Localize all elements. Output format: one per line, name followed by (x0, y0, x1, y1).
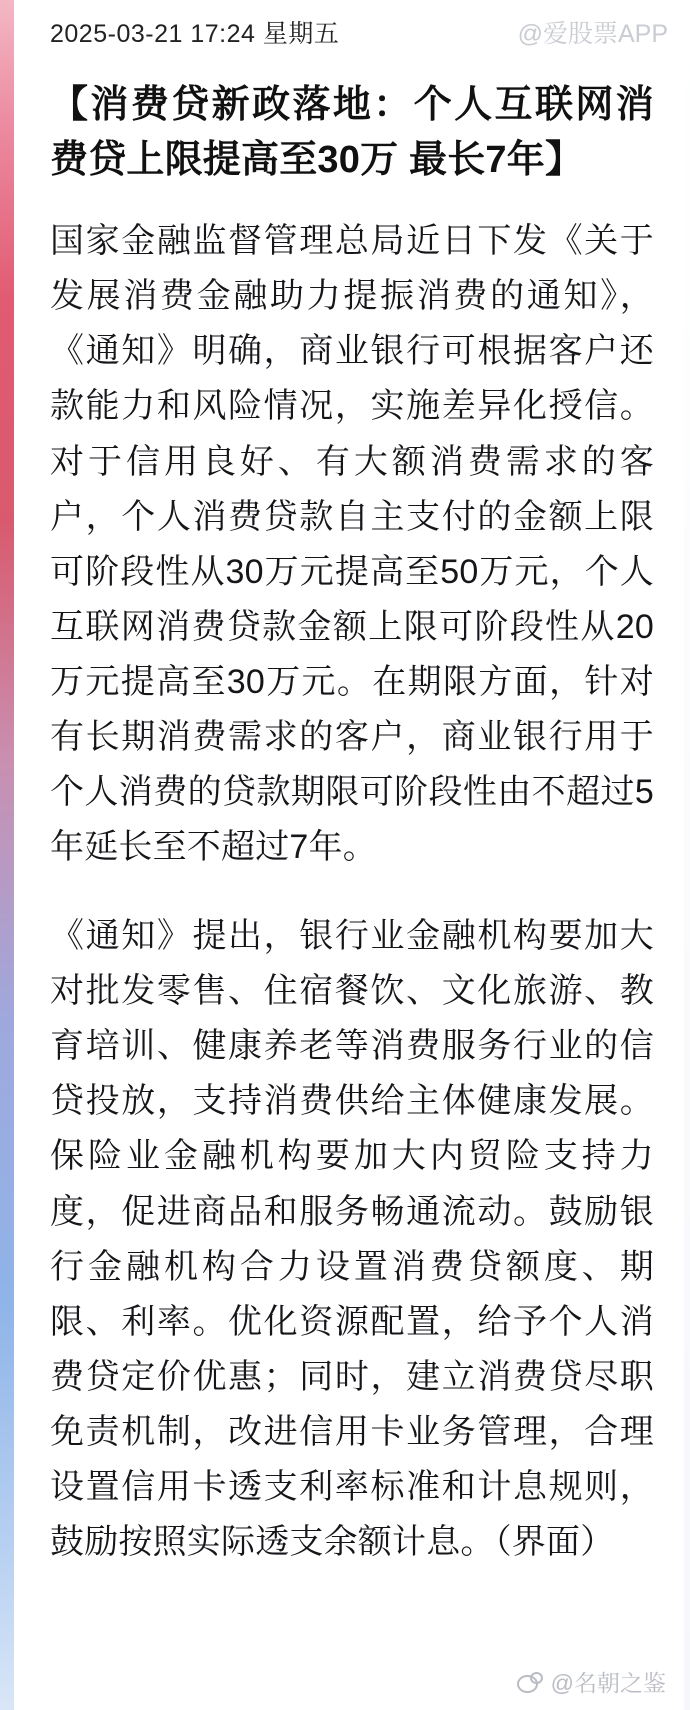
weibo-eye-icon (517, 1672, 543, 1692)
timestamp: 2025-03-21 17:24 星期五 (50, 20, 340, 48)
article-paragraph: 国家金融监督管理总局近日下发《关于发展消费金融助力提振消费的通知》，《通知》明确，商业银行可根据客户还款能力和风险情况，实施差异化授信。对于信用良好、有大额消费需求的客户，个人消费贷款自主支付的金额上限可阶段性从30万元提高至50万元，个人互联网消费贷款金额上限可阶段性从20万元提高至30万元。在期限方面，针对有长期消费需求的客户，商业银行用于个人消费的贷款期限可阶段性由不超过5年延长至不超过7年。 (50, 222, 654, 867)
article-content (14, 64, 684, 1710)
footer-watermark-label: @名朝之鉴 (550, 1670, 666, 1696)
app-watermark: @爱股票APP (517, 20, 668, 48)
page-header (14, 0, 690, 64)
footer-watermark (517, 1665, 666, 1698)
decorative-left-edge-strip (0, 0, 14, 1710)
article-paragraph: 《通知》提出，银行业金融机构要加大对批发零售、住宿餐饮、文化旅游、教育培训、健康养老等消费服务行业的信贷投放，支持消费供给主体健康发展。保险业金融机构要加大内贸险支持力度，促进商品和服务畅通流动。鼓励银行金融机构合力设置消费贷额度、期限、利率。优化资源配置，给予个人消费贷定价优惠；同时，建立消费贷尽职免责机制，改进信用卡业务管理，合理设置信用卡透支利率标准和计息规则，鼓励按照实际透支余额计息。（界面） (50, 917, 654, 1561)
page-title: 【消费贷新政落地：个人互联网消费贷上限提高至30万 最长7年】 (50, 84, 654, 182)
decorative-right-edge-strip (684, 0, 690, 1710)
